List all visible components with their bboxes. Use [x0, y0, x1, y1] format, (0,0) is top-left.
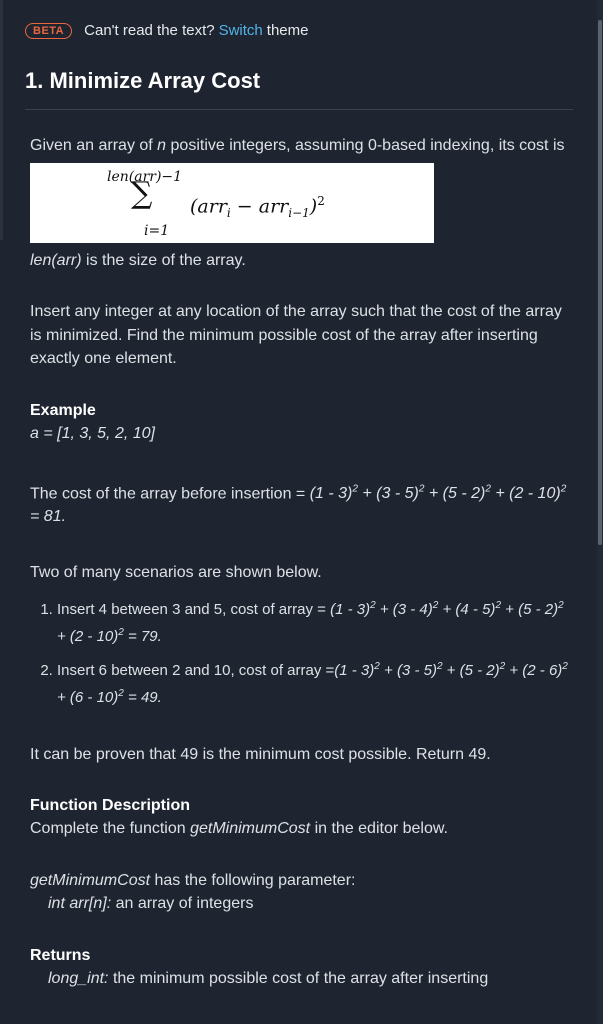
sigma-symbol: ∑ [131, 175, 153, 211]
returns-heading: Returns [30, 946, 91, 964]
task-text: Insert any integer at any location of the array such that the cost of the array is minimized. Find the minimum possible cost of the array after inserting exactly one element. [30, 303, 562, 367]
scrollbar-thumb[interactable] [598, 20, 602, 545]
scrollbar[interactable] [597, 0, 603, 1024]
title-divider [25, 109, 573, 110]
function-description-heading: Function Description [30, 796, 190, 814]
function-description-text: Complete the function getMinimumCost in the editor below. [30, 820, 448, 838]
sum-expression: $(arr_i - arr_{i-1})^2$ [190, 193, 325, 220]
conclusion-text: It can be proven that 49 is the minimum cost possible. Return 49. [30, 746, 491, 764]
scenario-item: 2. Insert 6 between 2 and 10, cost of array =(1 - 3)$^2$ + (3 - 5)$^2$ + (5 - 2)$^2$ + (2 - 6)$^2$ + (6 - 10)$^2$ = 49. [57, 655, 570, 709]
problem-statement [30, 134, 570, 991]
switch-theme-link[interactable]: Switch [218, 22, 263, 39]
beta-badge: BETA [25, 23, 72, 39]
parameter-intro: getMinimumCost has the following parameter: [30, 871, 356, 889]
theme-prompt: Can't read the text? [84, 22, 215, 39]
returns-text: long_int: the minimum possible cost of the array after inserting [48, 970, 489, 988]
theme-banner [25, 22, 308, 39]
scenario-item: 1. Insert 4 between 3 and 5, cost of array = (1 - 3)$^2$ + (3 - 4)$^2$ + (4 - 5)$^2$ + (5 - 2)$^2$ + (2 - 10)$^2$ = 79. [57, 594, 570, 648]
left-panel-edge [0, 0, 3, 240]
scenario-list [30, 594, 570, 709]
problem-title: 1. Minimize Array Cost [25, 68, 261, 93]
cost-formula [30, 163, 434, 243]
sum-lower-bound: i=1 [144, 222, 170, 239]
theme-suffix: theme [266, 22, 309, 39]
example-heading: Example [30, 401, 96, 419]
parameter-item: int arr[n]: an array of integers [48, 895, 254, 913]
sum-upper-bound: len(arr)−1 [107, 168, 183, 185]
scenarios-intro: Two of many scenarios are shown below. [30, 563, 322, 581]
intro-text: Given an array of n positive integers, assuming 0-based indexing, its cost is [30, 137, 565, 154]
cost-before-text: The cost of the array before insertion = (1 - 3)$^2$ + (3 - 5)$^2$ + (5 - 2)$^2$ + (2 - 10)$^2$ = 81. [30, 483, 567, 526]
example-array: a = [1, 3, 5, 2, 10] [30, 425, 155, 442]
len-description: len(arr) is the size of the array. [30, 251, 246, 269]
